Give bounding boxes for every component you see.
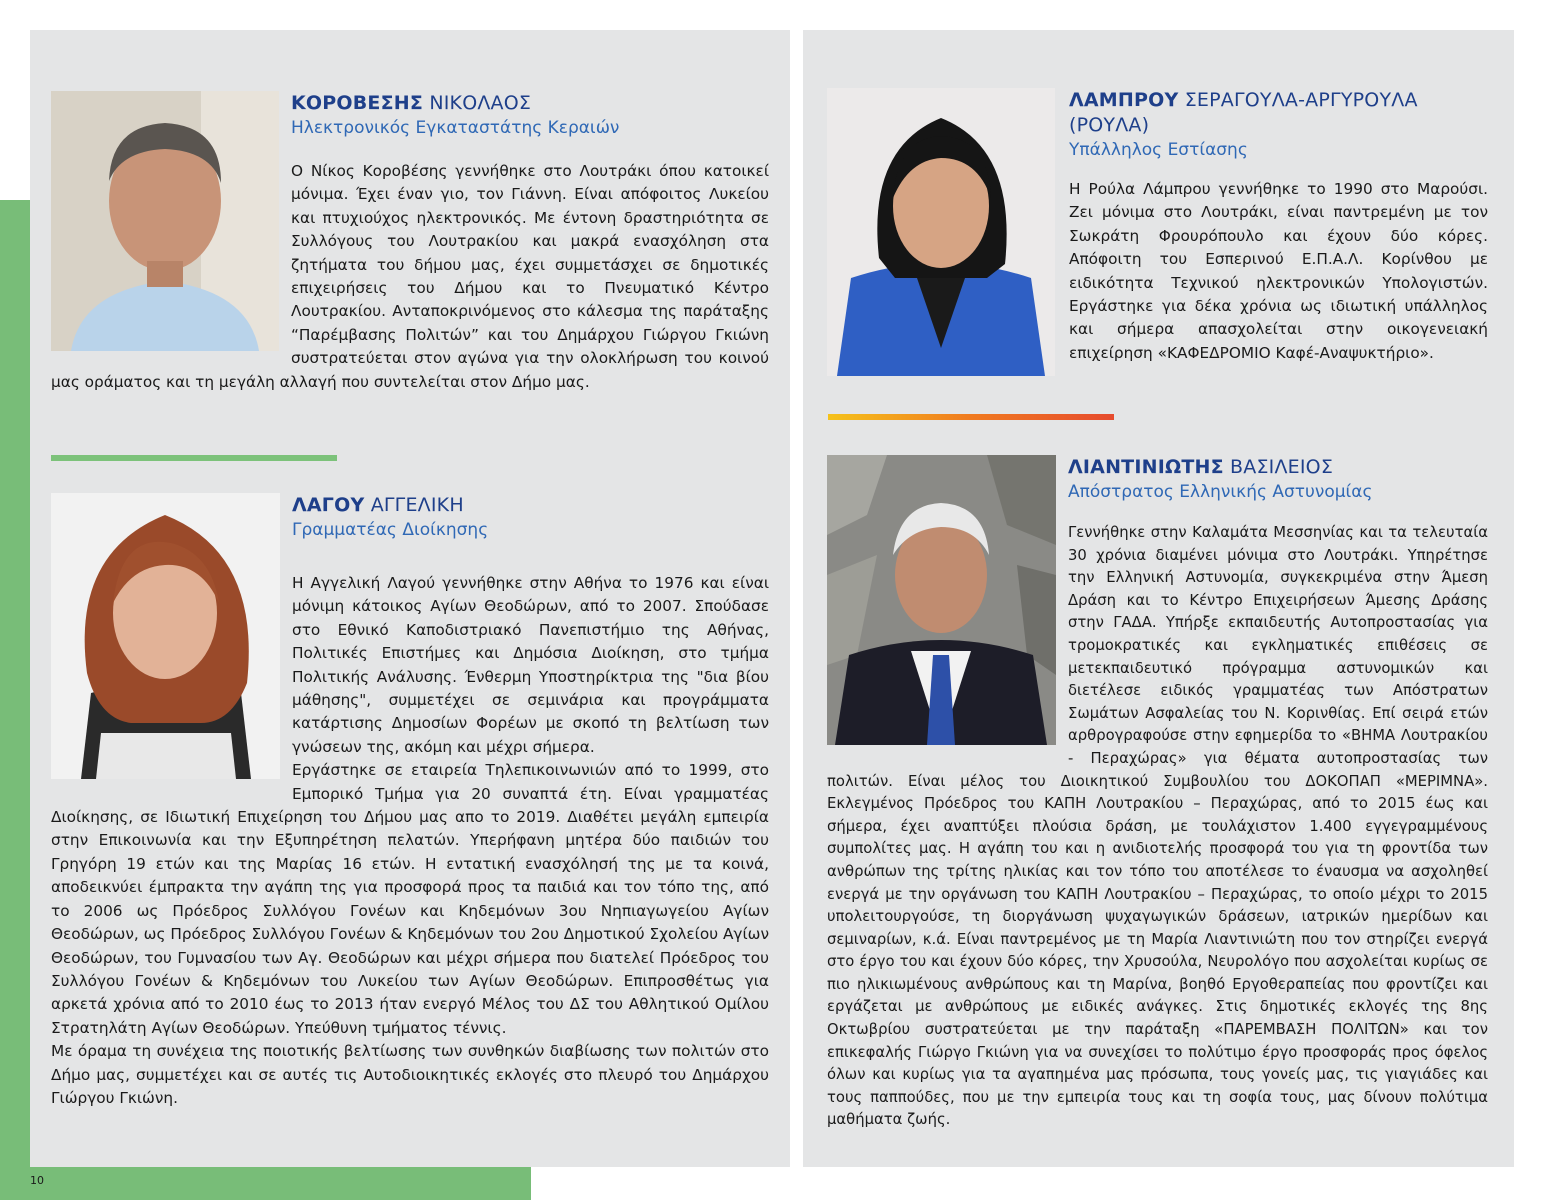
profile-name: ΛΑΓΟΥ ΑΓΓΕΛΙΚΗ xyxy=(292,494,464,516)
profile-bio-text: Ο Νίκος Κοροβέσης γεννήθηκε στο Λουτράκι όπου κατοικεί μόνιμα. Έχει έναν γιο, τον Γιάννη. Είναι απόφοιτος Λυκείου και πτυχιούχος ηλεκτρονικός. Με έντονη δραστηριότητα σε Συλλόγους του Λουτρακίου και μακρά ενασχόληση στα ζητήματα του δήμου μας, έχει συμμετάσχει σε δημοτικές επιχειρήσεις του Δήμου και το Πνευματικό Κέντρο Λουτρακίου. Ανταποκρινόμενος στο κάλεσμα της παράταξης “Παρέμβασης Πολιτών” και του Δημάρχου Γιώργου Γκιώνη συστρατεύεται στον αγώνα για την ολοκλήρωση του κοινού μας οράματος και τη μεγάλη αλλαγή που συντελείται στον Δήμο μας. xyxy=(51,162,769,391)
page-number: 10 xyxy=(30,1174,44,1187)
profile-name: ΛΙΑΝΤΙΝΙΩΤΗΣ ΒΑΣΙΛΕΙΟΣ xyxy=(1068,456,1334,478)
portrait-photo xyxy=(51,493,280,779)
profile-name: ΚΟΡΟΒΕΣΗΣ ΝΙΚΟΛΑΟΣ xyxy=(291,92,532,114)
profile-lagou xyxy=(51,493,769,1110)
profile-lamprou xyxy=(827,88,1488,382)
profile-role: Γραμματέας Διοίκησης xyxy=(292,520,489,540)
profile-liantiniotis xyxy=(827,455,1488,1132)
green-divider xyxy=(51,455,337,461)
profile-korovesis xyxy=(51,91,769,394)
profile-bio-text: Εργάστηκε σε εταιρεία Τηλεπικοινωνιών από το 1999, στο Εμπορικό Τμήμα για 20 συναπτά έτη. Είναι γραμματέας Διοίκησης, σε Ιδιωτική Επιχείρηση του Δήμου μας απο το 2019. Διαθέτει μεγάλη εμπειρία στην Επικοινωνία και την Εξυπηρέτηση πελατών. Υπερήφανη μητέρα δύο παιδιών του Γρηγόρη 19 ετών και της Μαρίας 16 ετών. Η εντατική ενασχόλησή της με τα κοινά, αποδεικνύει έμπρακτα την αγάπη της για προσφορά προς τα παιδιά και τον τόπο της, από το 2006 ως Πρόεδρος Συλλόγου Γονέων και Κηδεμόνων 3ου Νηπιαγωγείου Αγίων Θεοδώρων, ως Πρόεδρος Συλλόγου Γονέων & Κηδεμόνων του 2ου Δημοτικού Σχολείου Αγίων Θεοδώρων, του Γυμνασίου των Αγ. Θεοδώρων και μέχρι σήμερα που διατελεί Πρόεδρος του Συλλόγου Γονέων & Κηδεμόνων του Λυκείου των Αγίων Θεοδώρων. Επιπροσθέτως για αρκετά χρόνια από το 2010 έως το 2013 ήταν ενεργό Μέλος του ΔΣ του Αθλητικού Ομίλου Στρατηλάτη Αγίων Θεοδώρων. Υπεύθυνη τμήματος τέννις. xyxy=(51,761,769,1037)
portrait-photo xyxy=(51,91,279,351)
profile-role: Απόστρατος Ελληνικής Αστυνομίας xyxy=(1068,482,1373,502)
profile-name: ΛΑΜΠΡΟΥ ΣΕΡΑΓΟΥΛΑ-ΑΡΓΥΡΟΥΛΑ (ΡΟΥΛΑ) xyxy=(1069,89,1418,136)
profile-bio-text: Η Ρούλα Λάμπρου γεννήθηκε το 1990 στο Μαρούσι. Ζει μόνιμα στο Λουτράκι, είναι παντρεμένη με τον Σωκράτη Φρουρόπουλο και έχουν δύο κόρες. Απόφοιτη του Εσπερινού Ε.Π.Α.Λ. Κορίνθου με ειδικότητα Τεχνικού ηλεκτρονικών Υπολογιστών. Εργάστηκε για δέκα χρόνια ως ιδιωτική υπάλληλος και σήμερα απασχολείται στην οικογενειακή επιχείρηση «ΚΑΦΕΔΡΟΜΙΟ Καφέ-Αναψυκτήριο». xyxy=(1069,180,1488,362)
profile-role: Ηλεκτρονικός Εγκαταστάτης Κεραιών xyxy=(291,118,620,138)
profile-bio-text: Γεννήθηκε στην Καλαμάτα Μεσσηνίας και τα τελευταία 30 χρόνια διαμένει μόνιμα στο Λουτράκι. Υπηρέτησε την Ελληνική Αστυνομία, συγκεκριμένα στην Άμεση Δράση και το Κέντρο Επιχειρήσεων Άμεσης Δράσης στην ΓΑΔΑ. Υπήρξε εκπαιδευτής Αυτοπροστασίας για τρομοκρατικές και εγκληματικές επιθέσεις σε μετεκπαιδευτικό πρόγραμμα αστυνομικών και διετέλεσε ειδικός γραμματέας των Απόστρατων Σωμάτων Ασφαλείας του Ν. Κορινθίας. Επί σειρά ετών αρθρογραφούσε στην εφημερίδα το «ΒΗΜΑ Λουτρακίου - Περαχώρας» για θέματα αυτοπροστασίας των πολιτών. Είναι μέλος του Διοικητικού Συμβουλίου του ΔΟΚΟΠΑΠ «ΜΕΡΙΜΝΑ». Εκλεγμένος Πρόεδρος του ΚΑΠΗ Λουτρακίου – Περαχώρας, από το 2015 έως και σήμερα, έχει αναπτύξει πλούσια δράση, με τουλάχιστον 1.400 εγγεγραμμένους συμπολίτες μας. Η αγάπη του και η ανιδιοτελής προσφορά του για τη φροντίδα των ανθρώπων της τρίτης ηλικίας και τον τόπο του αποτέλεσε το έναυσμα να ασχοληθεί ενεργά με την οργάνωση του ΚΑΠΗ Λουτρακίου – Περαχώρας, το οποίο μέχρι το 2015 υπολειτουργούσε, τη διοργάνωση ψυχαγωγικών δράσεων, ιατρικών ημερίδων και σεμιναρίων, κ.ά. Είναι παντρεμένος με τη Μαρία Λιαντινιώτη που τον στηρίζει ενεργά στο έργο του και έχουν δύο κόρες, την Χρυσούλα, Νευρολόγο που ασχολείται κυρίως σε πιο ηλικιωμένους ανθρώπους και τη Μαρίνα, βοηθό Εργοθεραπείας που φροντίζει και εργάζεται με ανθρώπους με ειδικές ανάγκες. Στις δημοτικές εκλογές της 8ης Οκτωβρίου συστρατεύεται με την παράταξη «ΠΑΡΕΜΒΑΣΗ ΠΟΛΙΤΩΝ» και τον επικεφαλής Γιώργο Γκιώνη για να συνεχίσει το πολύτιμο έργο προσφοράς προς όφελος όλων και κυρίως για τα αγαπημένα μας πρόσωπα, τους γονείς μας, τις γιαγιάδες και τους παππούδες, που με την εμπειρία τους και τη σοφία τους, μας δίνουν πολύτιμα μαθήματα ζωής. xyxy=(827,524,1488,1129)
profile-role: Υπάλληλος Εστίασης xyxy=(1069,140,1248,160)
orange-divider xyxy=(828,414,1114,420)
profile-bio-text: Η Αγγελική Λαγού γεννήθηκε στην Αθήνα το 1976 και είναι μόνιμη κάτοικος Αγίων Θεοδώρων, από το 2007. Σπούδασε στο Εθνικό Καποδιστριακό Πανεπιστήμιο της Αθήνας, Πολιτικές Επιστήμες και Δημόσια Διοίκηση, στο τμήμα Πολιτικής Ανάλυσης. Ένθερμη Υποστηρίκτρια της "δια βίου μάθησης", συμμετέχει σε σεμινάρια και προγράμματα κατάρτισης Δημοσίων Φορέων με σκοπό τη βελτίωση των γνώσεων της, ακόμη και μέχρι σήμερα. xyxy=(292,574,769,756)
portrait-photo xyxy=(827,455,1056,745)
portrait-photo xyxy=(827,88,1055,376)
profile-bio-text: Με όραμα τη συνέχεια της ποιοτικής βελτίωσης των συνθηκών διαβίωσης των πολιτών στο Δήμο μας, συμμετέχει και σε αυτές τις Αυτοδιοικητικές εκλογές στο πλευρό του Δημάρχου Γιώργου Γκιώνη. xyxy=(51,1042,769,1107)
